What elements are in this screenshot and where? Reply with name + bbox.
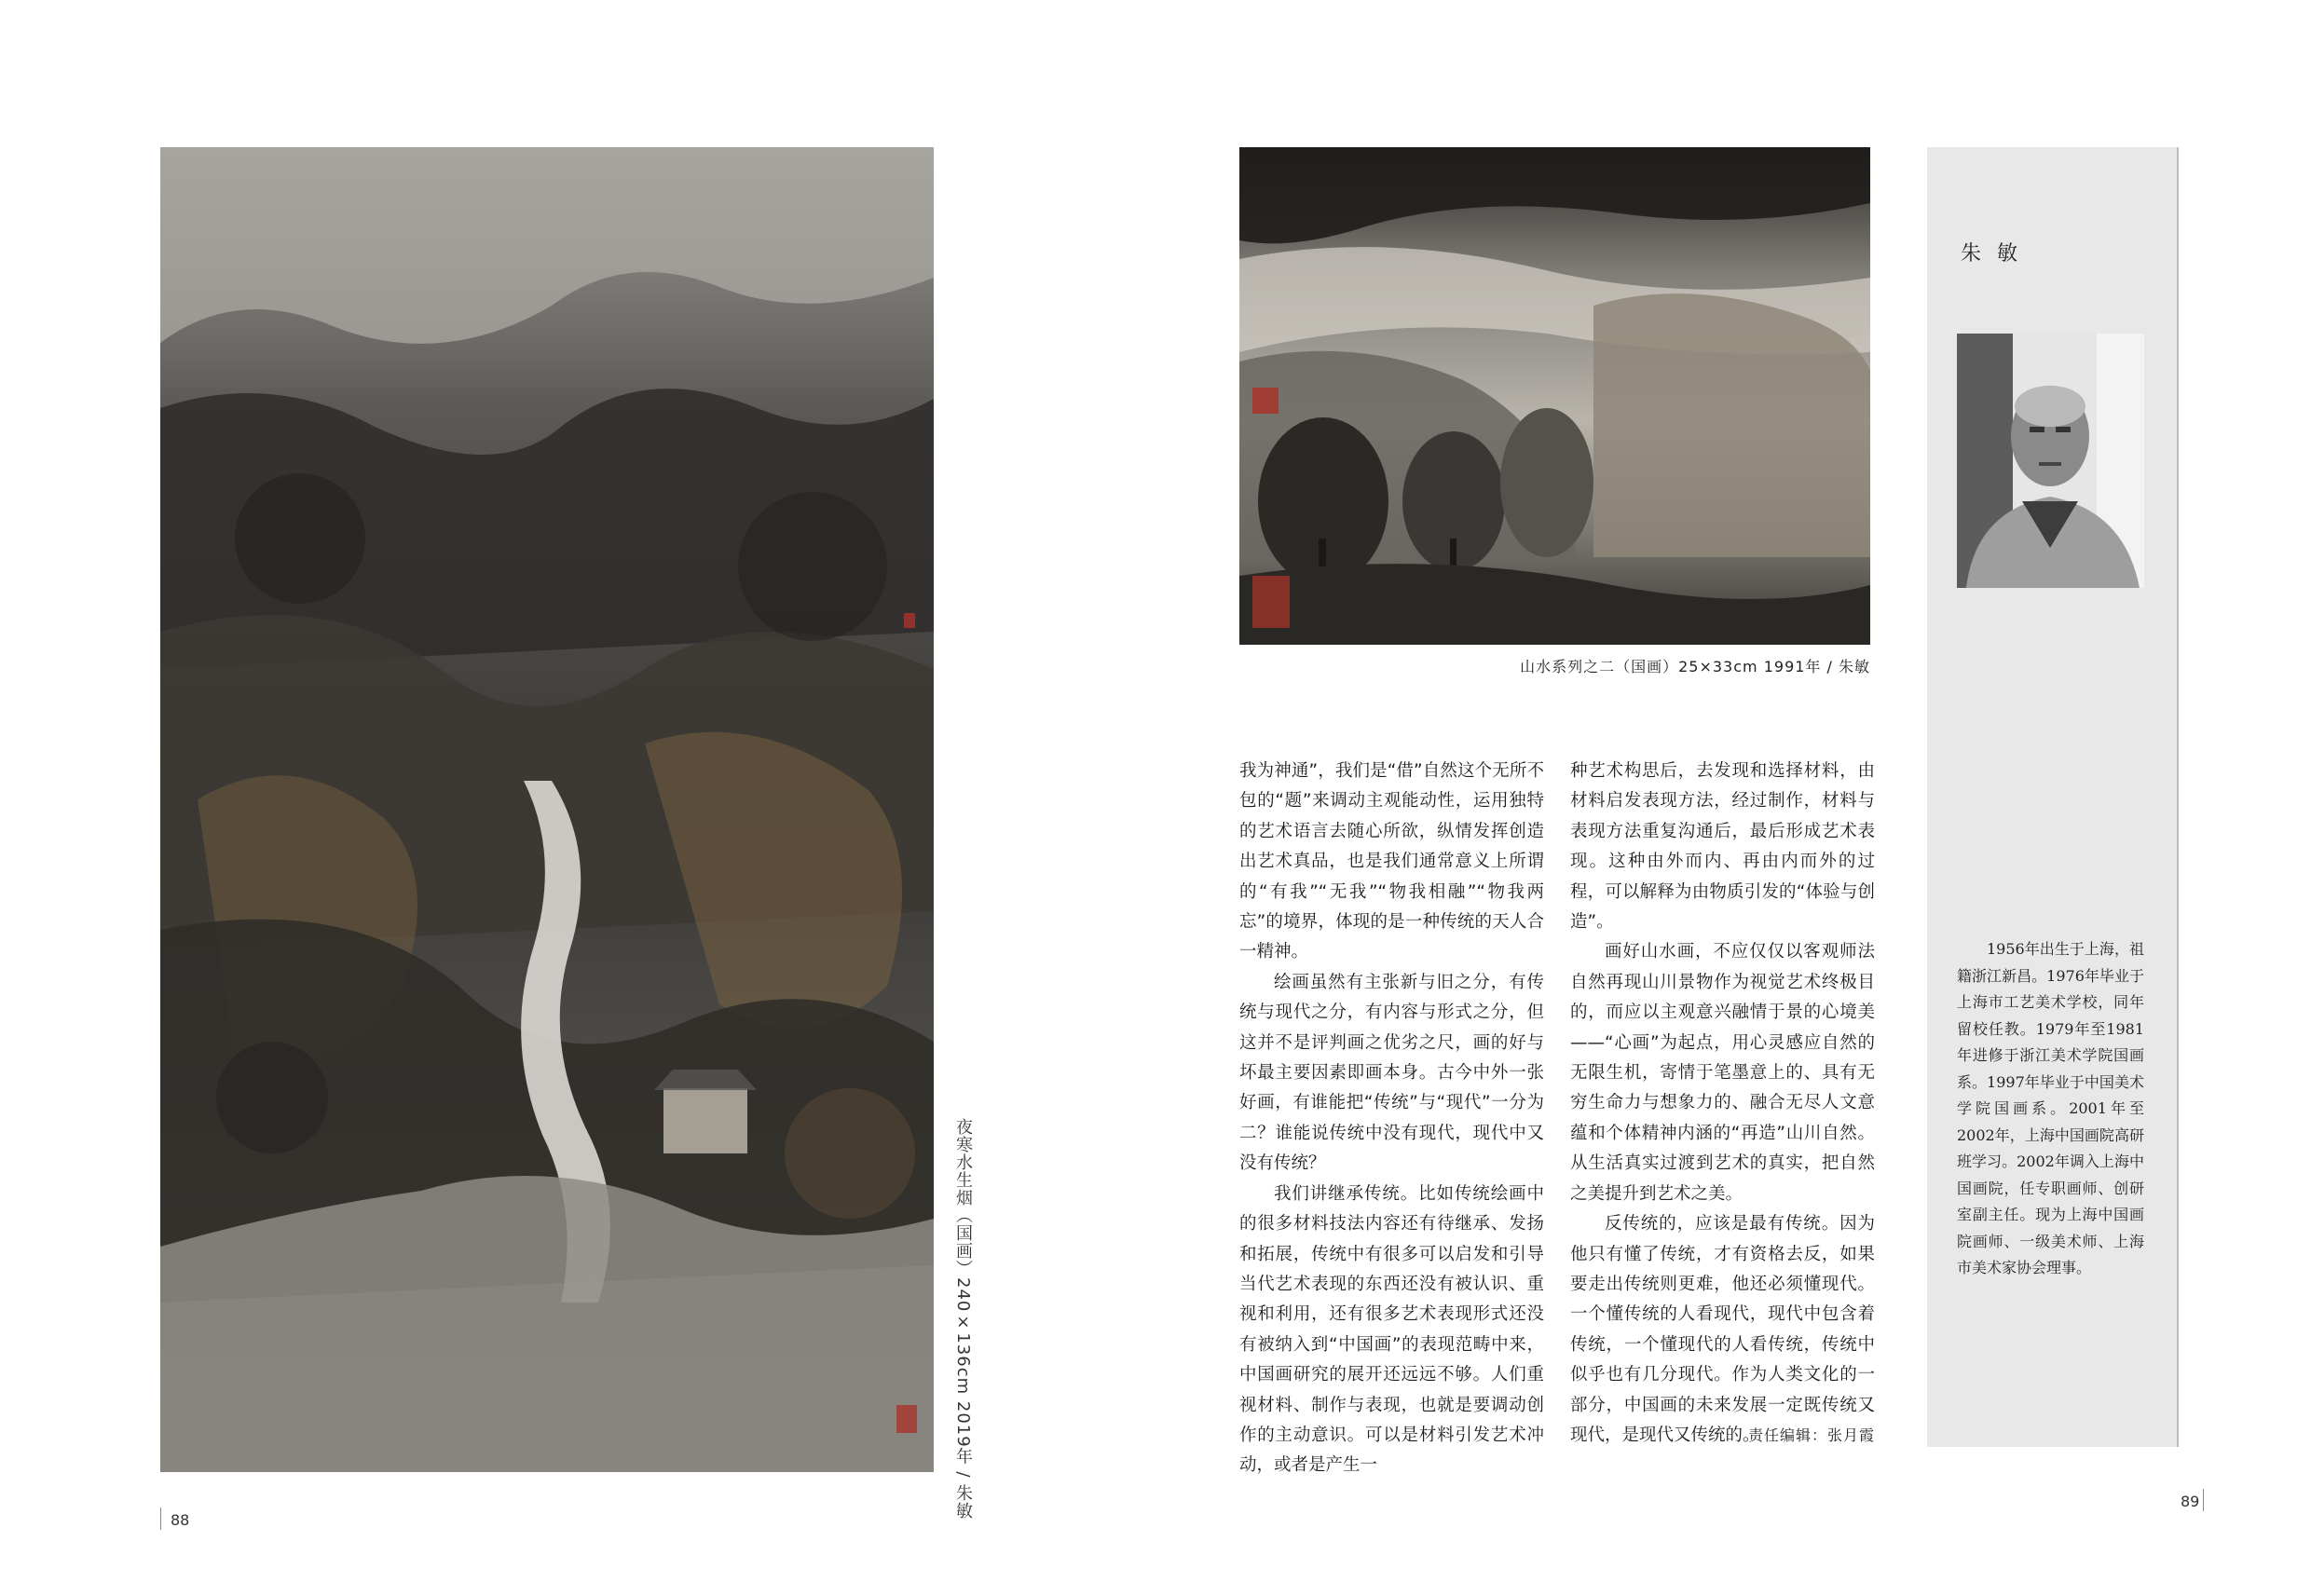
page-number-right: 89	[2181, 1493, 2200, 1510]
sidebar-divider	[2177, 147, 2179, 1447]
artist-bio	[1957, 936, 2144, 1282]
portrait-illustration	[1957, 334, 2144, 588]
article-column-2	[1570, 757, 1875, 1451]
left-painting-caption: 夜寒水生烟（国画）240×136cm 2019年 / 朱敏	[953, 1118, 973, 1521]
paragraph: 我为神通”，我们是“借”自然这个无所不包的“题”来调动主观能动性，运用独特的艺术语言去随心所欲，纵情发挥创造出艺术真品，也是我们通常意义上所谓的“有我”“无我”“物我相融”“物我两忘”的境界，体现的是一种传统的天人合一精神。	[1239, 761, 1544, 962]
landscape-painting-night-cold	[160, 147, 934, 1472]
paragraph: 反传统的，应该是最有传统。因为他只有懂了传统，才有资格去反，如果要走出传统则更难，他还必须懂现代。一个懂传统的人看现代，现代中包含着传统，一个懂现代的人看传统，传统中似乎也有几分现代。作为人类文化的一部分，中国画的未来发展一定既传统又现代，是现代又传统的。	[1570, 1214, 1875, 1445]
bio-text: 1956年出生于上海，祖籍浙江新昌。1976年毕业于上海市工艺美术学校，同年留校任教。1979年至1981年进修于浙江美术学院国画系。1997年毕业于中国美术学院国画系。2001年至2002年，上海中国画院高研班学习。2002年调入上海中国画院，任专职画师、创研室副主任。现为上海中国画院画师、一级美术师、上海市美术家协会理事。	[1957, 940, 2144, 1276]
paragraph: 画好山水画，不应仅仅以客观师法自然再现山川景物作为视觉艺术终极目的，而应以主观意兴融情于景的心境美——“心画”为起点，用心灵感应自然的无限生机，寄情于笔墨意上的、具有无穷生命力与想象力的、融合无尽人文意蕴和个体精神内涵的“再造”山川自然。从生活真实过渡到艺术的真实，把自然之美提升到艺术之美。	[1570, 942, 1875, 1204]
top-painting-caption: 山水系列之二（国画）25×33cm 1991年 / 朱敏	[1520, 658, 1870, 675]
page-rule-left	[160, 1507, 161, 1530]
artist-name: 朱 敏	[1961, 242, 2022, 266]
landscape-painting-series-two	[1239, 147, 1870, 645]
page-number-left: 88	[171, 1511, 190, 1529]
article-column-1	[1239, 757, 1544, 1481]
paragraph: 我们讲继承传统。比如传统绘画中的很多材料技法内容还有待继承、发扬和拓展，传统中有很多可以启发和引导当代艺术表现的东西还没有被认识、重视和利用，还有很多艺术表现形式还没有被纳入到“中国画”的表现范畴中来，中国画研究的展开还远远不够。人们重视材料、制作与表现，也就是要调动创作的主动意识。可以是材料引发艺术冲动，或者是产生一	[1239, 1183, 1544, 1476]
editor-credit: 责任编辑：张月霞	[1747, 1426, 1875, 1444]
paragraph: 种艺术构思后，去发现和选择材料，由材料启发表现方法，经过制作，材料与表现方法重复沟通后，最后形成艺术表现。这种由外而内、再由内而外的过程，可以解释为由物质引发的“体验与创造”。	[1570, 761, 1875, 933]
painting-illustration	[1239, 147, 1870, 645]
paragraph: 绘画虽然有主张新与旧之分，有传统与现代之分，有内容与形式之分，但这并不是评判画之优劣之尺，画的好与坏最主要因素即画本身。古今中外一张好画，有谁能把“传统”与“现代”一分为二？谁能说传统中没有现代，现代中又没有传统？	[1239, 972, 1544, 1174]
artist-portrait	[1957, 334, 2144, 588]
page-rule-right	[2203, 1489, 2204, 1511]
painting-illustration	[160, 147, 934, 1472]
